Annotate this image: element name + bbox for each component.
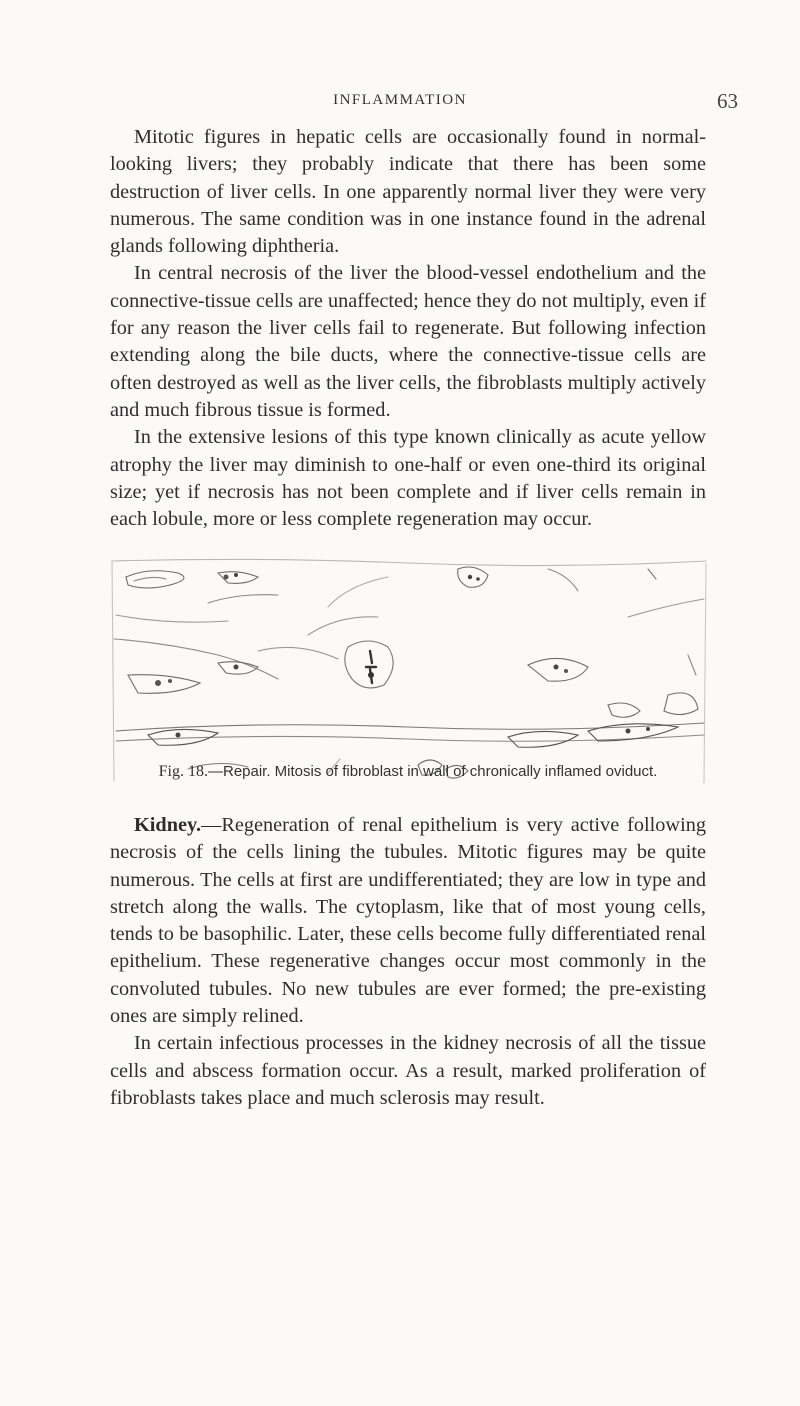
page-number: 63: [717, 89, 738, 113]
paragraph-acute-yellow-atrophy: In the extensive lesions of this type known clinically as acute yellow atrophy the liver may diminish to one-half or even one-third its original size; yet if necrosis has not been complete and if liver cells remain in each lobule, more or less complete regeneration may occur.: [110, 426, 706, 531]
figure-caption: [110, 762, 706, 781]
paragraph-central-necrosis: In central necrosis of the liver the blood-vessel endothelium and the connective-tissue cells are unaffected; hence they do not multiply, even if for any reason the liver cells fail to regenerate. But following infection extending along the bile ducts, where the connective-tissue cells are often destroyed as well as the liver cells, the fibroblasts multiply actively and much fibrous tissue is formed.: [110, 262, 706, 421]
fibroblast-mitosis-drawing: [108, 555, 710, 787]
figure-label: Fig. 18.: [158, 763, 208, 780]
body-text-kidney: [110, 812, 706, 1112]
paragraph-kidney-regeneration: [110, 812, 706, 1030]
figure-caption-text: —Repair. Mitosis of fibroblast in wall of chronically inflamed oviduct.: [207, 763, 658, 780]
body-text-top: [110, 124, 706, 533]
running-head: INFLAMMATION: [333, 92, 467, 108]
paragraph-kidney-infection: In certain infectious processes in the kidney necrosis of all the tissue cells and abscess formation occur. As a result, marked proliferation of fibroblasts takes place and much sclerosis may result.: [110, 1032, 706, 1109]
kidney-heading: Kidney.: [134, 814, 202, 836]
paragraph-mitotic-figures: Mitotic figures in hepatic cells are occasionally found in normal-looking livers; they probably indicate that there has been some destruction of liver cells. In one apparently normal liver they were very numerous. The same condition was in one instance found in the adrenal glands following diphtheria.: [110, 126, 706, 258]
kidney-paragraph-text: —Regeneration of renal epithelium is very active following necrosis of the cells lining the tubules. Mitotic figures may be quite numerous. The cells at first are undifferentiated; they are low in type and stretch along the walls. The cytoplasm, like that of most young cells, tends to be basophilic. Later, these cells become fully differentiated renal epithelium. These regenerative changes occur most commonly in the convoluted tubules. No new tubules are ever formed; the pre-existing ones are simply relined.: [110, 814, 706, 1028]
page-header: [0, 89, 800, 116]
figure-illustration: [108, 555, 710, 787]
